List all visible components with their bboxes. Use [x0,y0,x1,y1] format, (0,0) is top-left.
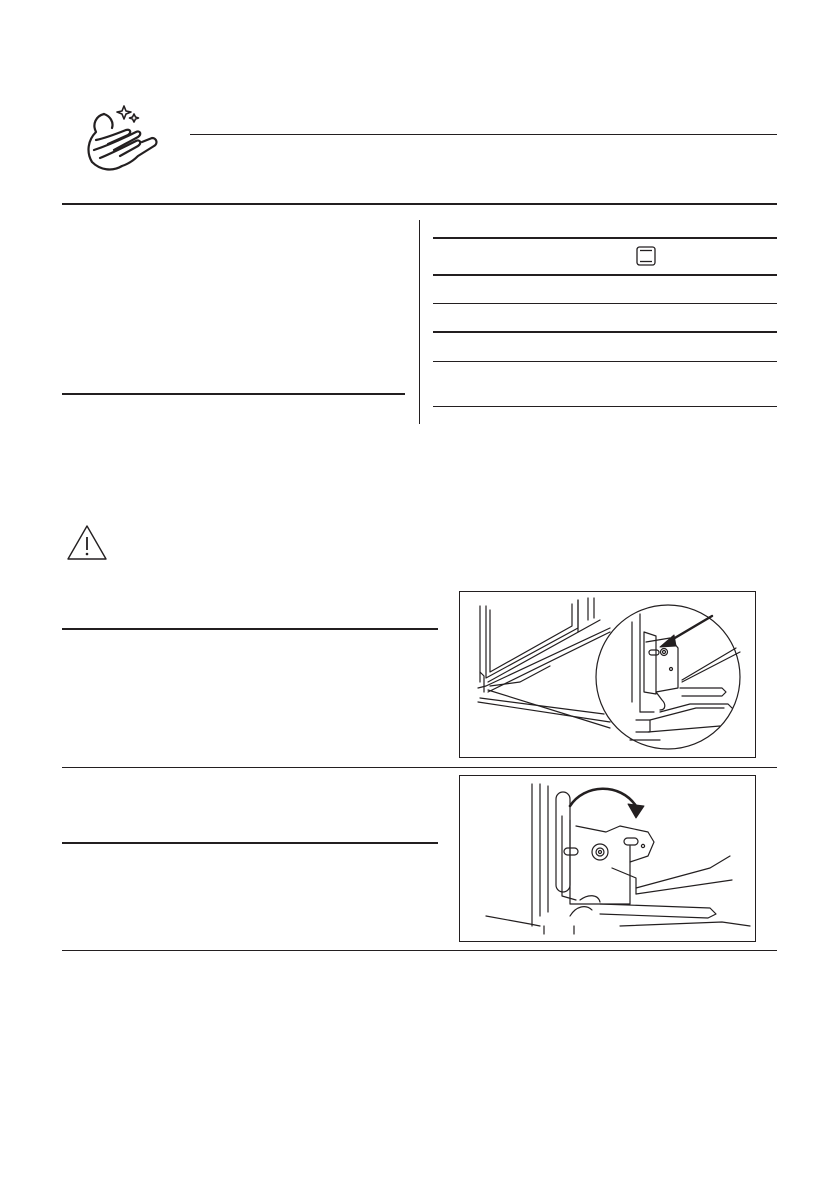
door-hinge-arrow-figure [459,591,756,758]
table [433,237,777,409]
header-rule [190,134,777,135]
section-rule [62,203,777,205]
table-row [433,278,777,302]
oven-function-icon [636,246,656,266]
warning-triangle-icon [66,524,108,562]
step-rule [62,842,438,844]
table-row-rule [433,303,777,304]
table-row [433,364,777,404]
hinge-lever-rotate-figure [459,775,756,942]
table-row-rule [433,361,777,362]
step-divider [62,950,777,951]
table-top-rule [433,237,777,239]
step-divider [62,767,777,768]
column-divider [419,220,420,424]
table-header-rule [433,274,777,276]
cleaning-hands-icon [80,100,166,174]
left-block-rule [62,393,405,395]
table-row-rule [433,331,777,333]
step-rule [62,628,438,630]
table-row [433,335,777,359]
table-bottom-rule [433,406,777,407]
table-row [433,306,777,330]
